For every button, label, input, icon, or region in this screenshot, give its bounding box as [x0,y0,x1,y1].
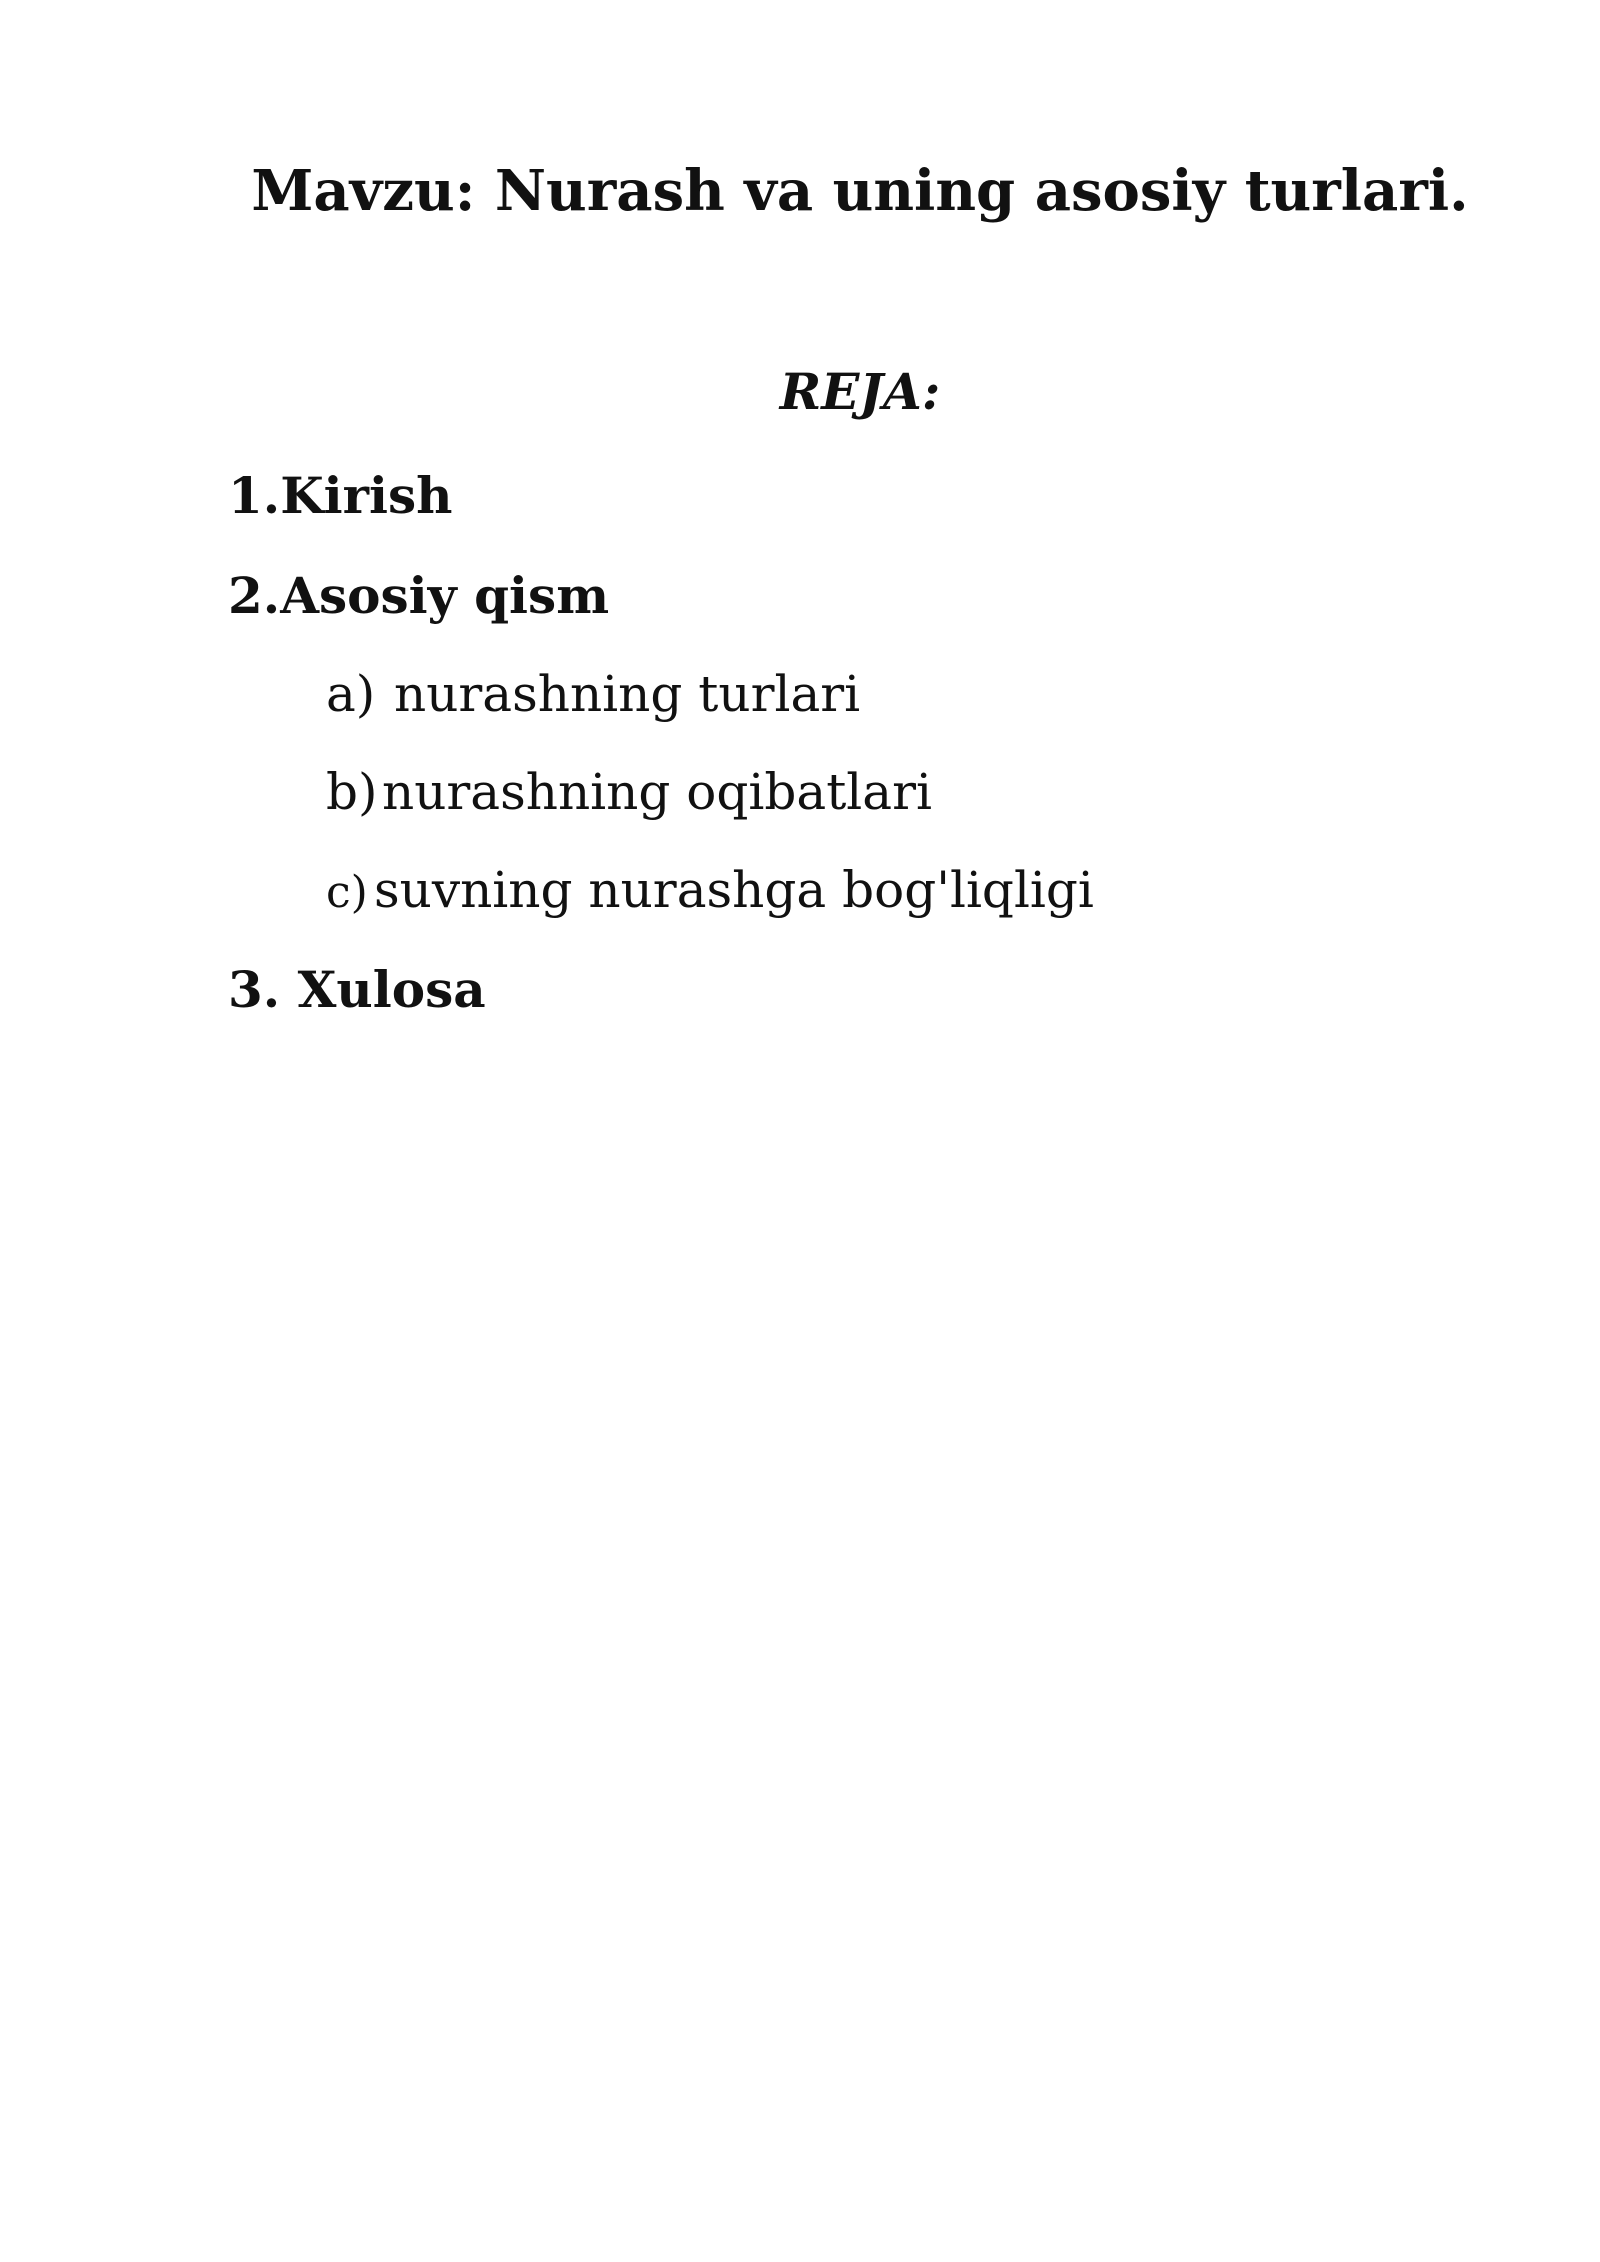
plan-subitem-text: nurashning oqibatlari [382,763,932,821]
plan-subitem-letter: b) [326,763,378,821]
plan-item-conclusion [228,958,486,1022]
plan-item-number: 3. [228,960,298,1019]
plan-item-text: Kirish [280,466,453,525]
plan-subitem-c [326,858,1094,925]
plan-item-text: Xulosa [297,960,486,1019]
plan-item-number: 1. [228,466,281,525]
plan-item-main-part [228,564,609,628]
plan-heading: REJA: [779,362,941,421]
plan-subitem-text: suvning nurashga bog'liqligi [374,861,1094,919]
plan-subitem-text: nurashning turlari [394,665,861,723]
plan-subitem-letter: c) [326,867,368,918]
plan-subitem-b [326,760,932,824]
plan-subitem-letter: a) [326,665,376,723]
plan-subitem-a [326,662,860,726]
plan-item-introduction [228,464,453,528]
document-title: Mavzu: Nurash va uning asosiy turlari. [251,158,1469,224]
plan-item-text: Asosiy qism [280,566,610,625]
plan-item-number: 2. [228,566,281,625]
